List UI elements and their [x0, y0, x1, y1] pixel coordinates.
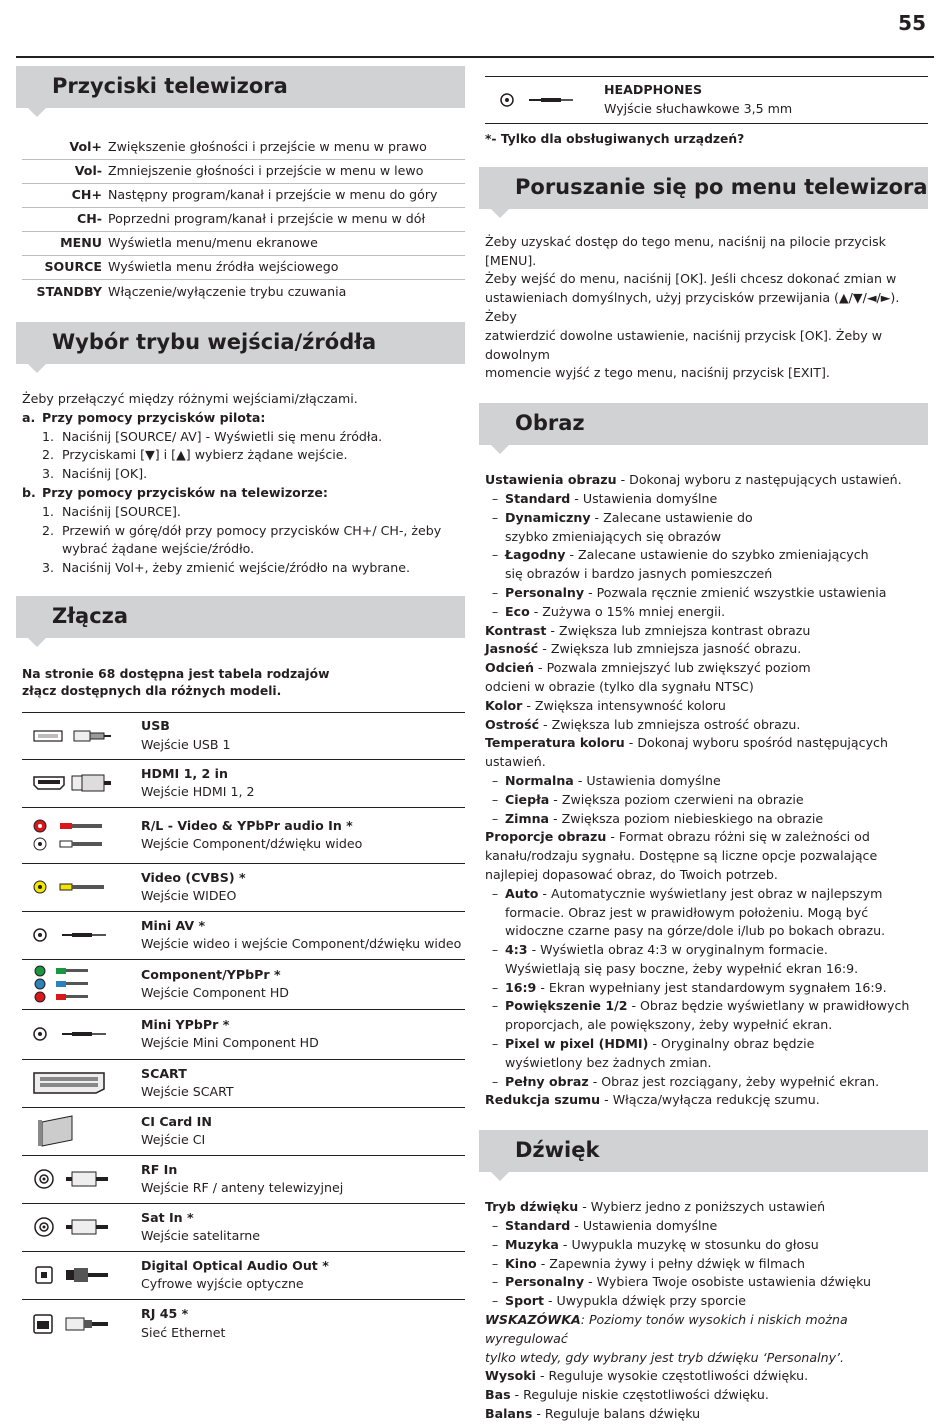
- paragraph-line: Żeby uzyskać dostęp do tego menu, naciśnij na pilocie przycisk [MENU].: [485, 233, 886, 268]
- optical-icon: [22, 1264, 141, 1286]
- connector-row: [22, 1108, 465, 1156]
- setting-name: Auto: [505, 885, 539, 901]
- setting-name: Proporcje obrazu: [485, 829, 607, 845]
- button-key: CH+: [71, 187, 102, 203]
- setting-desc: - Zużywa o 15% mniej energii.: [529, 603, 726, 619]
- setting-line: [479, 866, 928, 885]
- list-item: Przewiń w górę/dół przy pomocy przycisków CH+/ CH-, żeby: [62, 522, 442, 538]
- button-key: CH-: [76, 211, 102, 227]
- paragraph-line: momencie wyjść z tego menu, naciśnij przycisk [EXIT].: [485, 365, 830, 381]
- setting-desc: - Zwiększa intensywność koloru: [522, 697, 726, 713]
- connector-name: Sat In *: [141, 1209, 194, 1225]
- connector-name: USB: [141, 718, 170, 734]
- setting-desc: - Reguluje balans dźwięku: [532, 1406, 701, 1422]
- connector-desc: Wejście RF / anteny telewizyjnej: [141, 1180, 344, 1196]
- setting-desc: się obrazów i bardzo jasnych pomieszczeń: [505, 566, 773, 582]
- setting-name: Pixel w pixel (HDMI): [505, 1036, 649, 1052]
- button-key: SOURCE: [44, 259, 102, 275]
- setting-desc: - Zwiększa lub zmniejsza ostrość obrazu.: [539, 716, 801, 732]
- setting-line: – Pełny obraz - Obraz jest rozciągany, żeby wypełnić ekran.: [491, 1073, 880, 1089]
- setting-desc: - Pozwala ręcznie zmienić wszystkie ustawienia: [584, 584, 887, 600]
- button-desc: Włączenie/wyłączenie trybu czuwania: [108, 283, 347, 299]
- list-item: Naciśnij Vol+, żeby zmienić wejście/źródło na wybrane.: [62, 560, 410, 576]
- section-title: Złącza: [52, 603, 129, 628]
- setting-desc: wyświetlony bez żadnych zmian.: [505, 1054, 712, 1070]
- connector-row: [22, 1204, 465, 1252]
- setting-desc: szybko zmieniających się obrazów: [505, 528, 722, 544]
- setting-line: – 4:3 - Wyświetla obraz 4:3 w oryginalnym formacie.: [491, 942, 828, 958]
- setting-name: Muzyka: [505, 1236, 559, 1252]
- setting-line: [479, 1367, 928, 1386]
- top-rule: [16, 56, 934, 58]
- setting-desc: - Zapewnia żywy i pełny dźwięk w filmach: [536, 1255, 805, 1271]
- setting-line: – Normalna - Ustawienia domyślne: [491, 772, 721, 788]
- setting-line: [479, 471, 928, 490]
- component-ypbpr-icon: [22, 964, 141, 1004]
- setting-desc: - Obraz będzie wyświetlany w prawidłowych: [627, 998, 910, 1014]
- section-title: Wybór trybu wejścia/źródła: [52, 330, 377, 354]
- setting-line: – Standard - Ustawienia domyślne: [491, 490, 718, 506]
- setting-line: [479, 565, 928, 584]
- source-instructions: Żeby przełączyć między różnymi wejściami/złączami. a. Przy pomocy przycisków pilota: 1. Naciśnij [SOURCE/ AV] - Wyświetli się menu źródła. 2. Przyciskami [▼] i [▲] wybierz żądane wejście. 3. Naciśnij [OK]. b. Przy pomocy przycisków na telewizorze: 1. Naciśnij [SOURCE]. 2. Przewiń w górę/dół przy pomocy przycisków CH+/ CH-, żeby wybrać żądane wejście/źródło. 3. Naciśnij Vol+, żeby zmienić wejście/źródło na wybrane.: [16, 390, 465, 578]
- menu-paragraph: [479, 233, 928, 383]
- connector-desc: Wejście Component HD: [141, 985, 289, 1001]
- setting-line: – Eco - Zużywa o 15% mniej energii.: [491, 603, 726, 619]
- connector-name: RF In: [141, 1161, 178, 1177]
- hdmi-icon: [22, 772, 141, 794]
- headphones-row: [485, 76, 928, 124]
- usb-icon: [22, 726, 141, 746]
- setting-desc: - Włącza/wyłącza redukcję szumu.: [600, 1092, 820, 1108]
- note-line: Na stronie 68 dostępna jest tabela rodzajów: [22, 666, 330, 681]
- setting-desc: kanału/rodzaju sygnału. Dostępne są liczne opcje pozwalające: [485, 848, 878, 864]
- left-column: [16, 66, 465, 1348]
- connector-name: Mini YPbPr *: [141, 1016, 230, 1032]
- connector-row: [22, 1300, 465, 1348]
- connectors-table: [16, 712, 465, 1348]
- setting-desc: odcieni w obrazie (tylko dla sygnału NTSC): [485, 678, 754, 694]
- section-header-sound: [479, 1130, 928, 1172]
- setting-desc: - Zwiększa poziom niebieskiego na obrazie: [549, 810, 824, 826]
- list-item: Naciśnij [OK].: [62, 466, 148, 482]
- table-row: [22, 280, 465, 304]
- connector-row: [22, 912, 465, 960]
- setting-name: Kontrast: [485, 622, 547, 638]
- section-header-connectors: [16, 596, 465, 638]
- setting-desc: Wyświetlają się pasy boczne, żeby wypełnić ekran 16:9.: [505, 960, 859, 976]
- setting-line: [479, 640, 928, 659]
- connector-row: [22, 1156, 465, 1204]
- setting-desc: - Ustawienia domyślne: [570, 490, 718, 506]
- setting-line: [479, 1349, 928, 1368]
- connector-name: SCART: [141, 1065, 187, 1081]
- button-desc: Wyświetla menu/menu ekranowe: [108, 235, 318, 251]
- setting-name: Tryb dźwięku: [485, 1199, 579, 1215]
- connector-name: Component/YPbPr *: [141, 966, 281, 982]
- setting-desc: - Zwiększa lub zmniejsza kontrast obrazu: [546, 622, 811, 638]
- setting-desc: - Zwiększa poziom czerwieni na obrazie: [549, 791, 804, 807]
- setting-name: Balans: [485, 1406, 533, 1422]
- table-row: [22, 232, 465, 256]
- setting-line: – Dynamiczny - Zalecane ustawienie do: [491, 509, 753, 525]
- setting-name: Temperatura koloru: [485, 735, 625, 751]
- table-row: [22, 160, 465, 184]
- setting-name: WSKAZÓWKA: [485, 1312, 581, 1328]
- connector-desc: Wejście HDMI 1, 2: [141, 784, 255, 800]
- mini-ypbpr-icon: [22, 1024, 141, 1044]
- section-header-source: [16, 322, 465, 364]
- sat-icon: [22, 1215, 141, 1239]
- setting-name: Łagodny: [505, 547, 566, 563]
- setting-line: [479, 622, 928, 641]
- setting-line: [479, 697, 928, 716]
- setting-desc: - Zalecane ustawienie do: [590, 509, 753, 525]
- connector-row: [22, 808, 465, 864]
- list-item: Naciśnij [SOURCE].: [62, 503, 181, 519]
- setting-name: Personalny: [505, 584, 585, 600]
- button-desc: Wyświetla menu źródła wejściowego: [108, 259, 339, 275]
- ci-card-icon: [22, 1114, 141, 1148]
- setting-name: Normalna: [505, 772, 574, 788]
- setting-desc: - Wybiera Twoje osobiste ustawienia dźwięku: [584, 1274, 872, 1290]
- setting-line: [479, 1091, 928, 1110]
- setting-name: Zimna: [505, 810, 550, 826]
- setting-line: – Muzyka - Uwypukla muzykę w stosunku do głosu: [491, 1236, 819, 1252]
- setting-name: Powiększenie 1/2: [505, 998, 628, 1014]
- rj45-icon: [22, 1312, 141, 1336]
- setting-name: Standard: [505, 490, 571, 506]
- connector-row: [22, 960, 465, 1010]
- setting-desc: - Reguluje niskie częstotliwości dźwięku.: [510, 1387, 769, 1403]
- picture-settings: [479, 471, 928, 1110]
- setting-desc: - Dokonaj wyboru z następujących ustawień.: [616, 472, 902, 488]
- table-row: [22, 256, 465, 280]
- button-desc: Zwiększenie głośności i przejście w menu w prawo: [108, 139, 427, 155]
- setting-line: [479, 960, 928, 979]
- list-item-cont: wybrać żądane wejście/źródło.: [62, 541, 255, 557]
- setting-desc: - Wyświetla obraz 4:3 w oryginalnym formacie.: [527, 942, 828, 958]
- table-row: [22, 184, 465, 208]
- table-row: [22, 136, 465, 160]
- setting-desc: - Zwiększa lub zmniejsza jasność obrazu.: [538, 641, 802, 657]
- setting-desc: - Zalecane ustawienie do szybko zmieniających: [565, 547, 869, 563]
- setting-line: [479, 1311, 928, 1349]
- scart-icon: [22, 1070, 141, 1096]
- button-key: Vol+: [69, 139, 102, 155]
- setting-line: [479, 828, 928, 847]
- setting-line: – Powiększenie 1/2 - Obraz będzie wyświetlany w prawidłowych: [491, 998, 910, 1014]
- setting-name: Sport: [505, 1293, 544, 1309]
- setting-desc: najlepiej dopasować obraz, do Twoich potrzeb.: [485, 866, 778, 882]
- setting-desc: - Ekran wypełniany jest standardowym sygnałem 16:9.: [536, 979, 887, 995]
- sub-heading: Przy pomocy przycisków pilota:: [42, 409, 266, 425]
- tv-buttons-table: [22, 136, 465, 304]
- setting-desc: - Dokonaj wyboru spośród następujących ustawień.: [485, 735, 888, 770]
- list-marker: b.: [22, 484, 36, 500]
- setting-line: – Zimna - Zwiększa poziom niebieskiego na obrazie: [491, 810, 824, 826]
- rf-icon: [22, 1167, 141, 1191]
- page-number: 55: [898, 11, 926, 35]
- setting-desc: widoczne czarne pasy na górze/dole i/lub po bokach obrazu.: [505, 923, 886, 939]
- setting-line: – Standard - Ustawienia domyślne: [491, 1218, 718, 1234]
- note-line: złącz dostępnych dla różnych modeli.: [22, 683, 282, 698]
- connector-name: CI Card IN: [141, 1113, 212, 1129]
- connector-desc: Cyfrowe wyjście optyczne: [141, 1276, 304, 1292]
- setting-desc: - Obraz jest rozciągany, żeby wypełnić ekran.: [588, 1073, 880, 1089]
- setting-line: – Łagodny - Zalecane ustawienie do szybko zmieniających: [491, 547, 869, 563]
- setting-line: [479, 678, 928, 697]
- connector-name: HEADPHONES: [604, 82, 703, 98]
- connector-desc: Wejście CI: [141, 1132, 206, 1148]
- section-title: Przyciski telewizora: [52, 74, 288, 98]
- button-desc: Poprzedni program/kanał i przejście w menu w dół: [108, 211, 426, 227]
- setting-name: Kino: [505, 1255, 537, 1271]
- footnote: *- Tylko dla obsługiwanych urządzeń?: [485, 132, 745, 146]
- button-desc: Następny program/kanał i przejście w menu do góry: [108, 187, 438, 203]
- setting-line: – Ciepła - Zwiększa poziom czerwieni na obrazie: [491, 791, 804, 807]
- setting-line: – Kino - Zapewnia żywy i pełny dźwięk w filmach: [491, 1255, 805, 1271]
- connector-desc: Wejście Mini Component HD: [141, 1035, 319, 1051]
- connector-desc: Wejście WIDEO: [141, 888, 237, 904]
- headphones-icon: [485, 90, 604, 110]
- section-title: Obraz: [515, 411, 585, 436]
- connector-name: RJ 45 *: [141, 1306, 189, 1322]
- connector-row: [22, 864, 465, 912]
- setting-name: 16:9: [505, 979, 537, 995]
- section-title: Dźwięk: [515, 1138, 600, 1163]
- intro-text: Żeby przełączyć między różnymi wejściami/złączami.: [22, 391, 358, 406]
- setting-name: Ustawienia obrazu: [485, 472, 617, 488]
- sound-settings: [479, 1198, 928, 1424]
- section-header-picture: [479, 403, 928, 445]
- rca-video-icon: [22, 877, 141, 897]
- setting-line: [479, 1405, 928, 1424]
- setting-line: [479, 734, 928, 772]
- setting-name: Kolor: [485, 697, 523, 713]
- setting-desc: : Poziomy tonów wysokich i niskich można wyregulować: [485, 1312, 848, 1346]
- connector-name: Video (CVBS) *: [141, 869, 246, 885]
- setting-line: – Sport - Uwypukla dźwięk przy sporcie: [491, 1293, 746, 1309]
- rca-audio-icon: [22, 817, 141, 853]
- paragraph-line: ustawieniach domyślnych, użyj przycisków przewijania (▲/▼/◄/►). Żeby: [485, 290, 900, 324]
- setting-line: [479, 659, 928, 678]
- connector-desc: Wejście Component/dźwięku wideo: [141, 836, 363, 852]
- connector-name: HDMI 1, 2 in: [141, 765, 228, 781]
- setting-line: – Pixel w pixel (HDMI) - Oryginalny obraz będzie: [491, 1036, 815, 1052]
- list-item: Przyciskami [▼] i [▲] wybierz żądane wejście.: [62, 447, 348, 463]
- connector-desc: Wyjście słuchawkowe 3,5 mm: [604, 101, 793, 116]
- setting-name: Jasność: [485, 641, 539, 657]
- setting-desc: tylko wtedy, gdy wybrany jest tryb dźwięku ‘Personalny’.: [485, 1349, 845, 1365]
- setting-line: [479, 1054, 928, 1073]
- connector-row: [22, 1252, 465, 1300]
- setting-desc: - Automatycznie wyświetlany jest obraz w najlepszym: [538, 885, 883, 901]
- setting-name: Dynamiczny: [505, 509, 591, 525]
- setting-name: Ostrość: [485, 716, 540, 732]
- setting-desc: - Format obrazu różni się w zależności od: [606, 829, 870, 845]
- setting-name: Wysoki: [485, 1368, 536, 1384]
- setting-name: Redukcja szumu: [485, 1092, 601, 1108]
- connector-row: [22, 760, 465, 808]
- section-header-buttons: [16, 66, 465, 108]
- sub-heading: Przy pomocy przycisków na telewizorze:: [42, 484, 328, 500]
- button-key: MENU: [60, 235, 102, 251]
- setting-line: – 16:9 - Ekran wypełniany jest standardowym sygnałem 16:9.: [491, 979, 887, 995]
- right-column: [479, 66, 928, 1424]
- setting-line: [479, 1198, 928, 1217]
- connector-name: R/L - Video & YPbPr audio In *: [141, 817, 353, 833]
- setting-name: Standard: [505, 1218, 571, 1234]
- button-key: STANDBY: [36, 283, 102, 299]
- section-header-menu: [479, 167, 928, 209]
- setting-name: Personalny: [505, 1274, 585, 1290]
- connectors-note: [16, 666, 465, 700]
- paragraph-line: zatwierdzić dowolne ustawienie, naciśnij przycisk [OK]. Żeby w dowolnym: [485, 327, 883, 362]
- table-row: [22, 208, 465, 232]
- setting-line: [479, 528, 928, 547]
- connector-row: [22, 1060, 465, 1108]
- connector-name: Digital Optical Audio Out *: [141, 1257, 329, 1273]
- mini-av-icon: [22, 925, 141, 945]
- setting-desc: - Uwypukla dźwięk przy sporcie: [543, 1293, 746, 1309]
- setting-desc: proporcjach, ale powiększony, żeby wypełnić ekran.: [505, 1017, 833, 1033]
- button-key: Vol-: [74, 163, 102, 179]
- setting-line: [479, 847, 928, 866]
- setting-line: [479, 922, 928, 941]
- setting-desc: - Ustawienia domyślne: [570, 1218, 718, 1234]
- setting-desc: - Oryginalny obraz będzie: [648, 1036, 815, 1052]
- connector-desc: Wejście SCART: [141, 1084, 234, 1100]
- setting-name: Eco: [505, 603, 530, 619]
- setting-desc: - Pozwala zmniejszyć lub zwiększyć poziom: [534, 660, 811, 676]
- setting-name: Pełny obraz: [505, 1073, 589, 1089]
- setting-desc: formacie. Obraz jest w prawidłowym położeniu. Mogą być: [505, 904, 869, 920]
- setting-line: – Personalny - Pozwala ręcznie zmienić wszystkie ustawienia: [491, 584, 887, 600]
- connector-desc: Wejście satelitarne: [141, 1228, 261, 1244]
- setting-name: Bas: [485, 1387, 511, 1403]
- connector-row: [22, 1010, 465, 1060]
- setting-desc: - Ustawienia domyślne: [573, 772, 721, 788]
- setting-name: Ciepła: [505, 791, 550, 807]
- list-marker: a.: [22, 409, 36, 425]
- setting-line: [479, 716, 928, 735]
- setting-desc: - Uwypukla muzykę w stosunku do głosu: [558, 1236, 819, 1252]
- setting-line: [479, 1386, 928, 1405]
- connector-name: Mini AV *: [141, 917, 206, 933]
- setting-line: – Auto - Automatycznie wyświetlany jest obraz w najlepszym: [491, 885, 883, 901]
- button-desc: Zmniejszenie głośności i przejście w menu w lewo: [108, 163, 424, 179]
- connector-row: [22, 712, 465, 760]
- setting-line: [479, 1016, 928, 1035]
- setting-desc: - Reguluje wysokie częstotliwości dźwięku.: [535, 1368, 809, 1384]
- section-title: Poruszanie się po menu telewizora: [515, 174, 928, 199]
- connector-desc: Wejście wideo i wejście Component/dźwięku wideo: [141, 936, 462, 952]
- setting-name: Odcień: [485, 660, 535, 676]
- connector-desc: Wejście USB 1: [141, 736, 231, 752]
- setting-name: 4:3: [505, 942, 528, 958]
- setting-line: [479, 904, 928, 923]
- paragraph-line: Żeby wejść do menu, naciśnij [OK]. Jeśli chcesz dokonać zmian w: [485, 271, 897, 287]
- list-item: Naciśnij [SOURCE/ AV] - Wyświetli się menu źródła.: [62, 428, 383, 444]
- setting-desc: - Wybierz jedno z poniższych ustawień: [578, 1199, 826, 1215]
- setting-line: – Personalny - Wybiera Twoje osobiste ustawienia dźwięku: [491, 1274, 872, 1290]
- connector-desc: Sieć Ethernet: [141, 1324, 226, 1340]
